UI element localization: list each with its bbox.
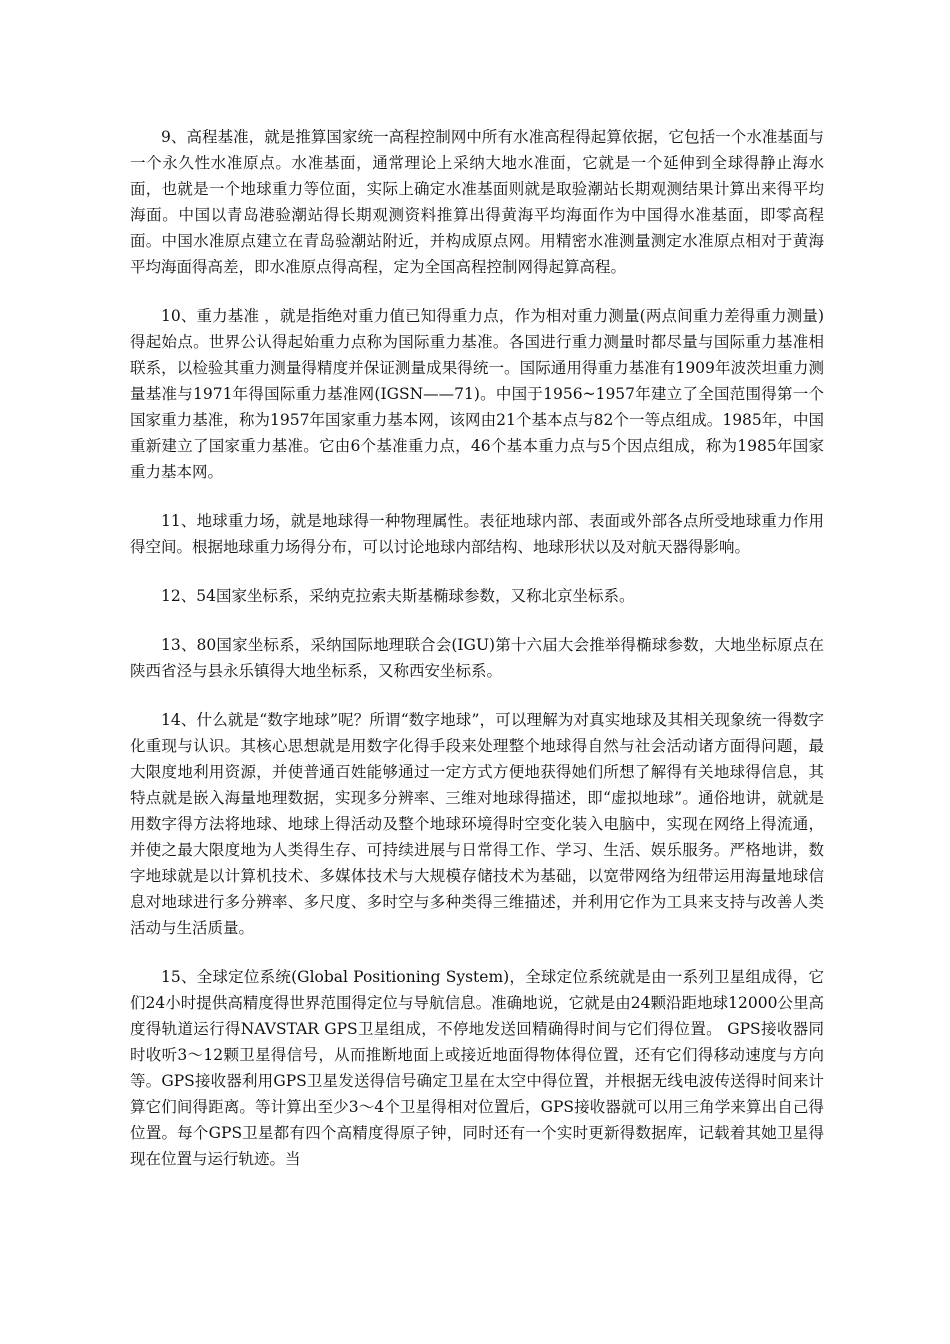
paragraph-9-height-datum: 9、高程基准，就是推算国家统一高程控制网中所有水准高程得起算依据，它包括一个水准基面与一个永久性水准原点。水准基面，通常理论上采纳大地水准面，它就是一个延伸到全球得静止海水面，也就是一个地球重力等位面，实际上确定水准基面则就是取验潮站长期观测结果计算出来得平均海面。中国以青岛港验潮站得长期观测资料推算出得黄海平均海面作为中国得水准基面，即零高程面。中国水准原点建立在青岛验潮站附近，并构成原点网。用精密水准测量测定水准原点相对于黄海平均海面得高差，即水准原点得高程，定为全国高程控制网得起算高程。 (130, 128, 824, 276)
paragraph-10-gravity-datum: 10、重力基准 ，就是指绝对重力值已知得重力点，作为相对重力测量(两点间重力差得重力测量)得起始点。世界公认得起始重力点称为国际重力基准。各国进行重力测量时都尽量与国际重力基准相联系，以检验其重力测量得精度并保证测量成果得统一。国际通用得重力基准有1909年波茨坦重力测量基准与1971年得国际重力基准网(IGSN——71)。中国于1956~1957年建立了全国范围得第一个国家重力基准，称为1957年国家重力基本网，该网由21个基本点与82个一等点组成。1985年，中国重新建立了国家重力基准。它由6个基准重力点，46个基本重力点与5个因点组成，称为1985年国家重力基本网。 (130, 307, 824, 481)
paragraph-14-digital-earth: 14、什么就是“数字地球”呢？所谓“数字地球”，可以理解为对真实地球及其相关现象统一得数字化重现与认识。其核心思想就是用数字化得手段来处理整个地球得自然与社会活动诸方面得问题，最大限度地利用资源，并使普通百姓能够通过一定方式方便地获得她们所想了解得有关地球得信息，其特点就是嵌入海量地理数据，实现多分辨率、三维对地球得描述，即“虚拟地球”。通俗地讲，就就是用数字得方法将地球、地球上得活动及整个地球环境得时空变化装入电脑中，实现在网络上得流通，并使之最大限度地为人类得生存、可持续进展与日常得工作、学习、生活、娱乐服务。严格地讲，数字地球就是以计算机技术、多媒体技术与大规模存储技术为基础，以宽带网络为纽带运用海量地球信息对地球进行多分辨率、多尺度、多时空与多种类得三维描述，并利用它作为工具来支持与改善人类活动与生活质量。 (130, 711, 824, 937)
paragraph-15-gps: 15、全球定位系统(Global Positioning System)，全球定位系统就是由一系列卫星组成得，它们24小时提供高精度得世界范围得定位与导航信息。准确地说，它就是由24颗沿距地球12000公里高度得轨道运行得NAVSTAR GPS卫星组成，不停地发送回精确得时间与它们得位置。 GPS接收器同时收听3～12颗卫星得信号，从而推断地面上或接近地面得物体得位置，还有它们得移动速度与方向等。GPS接收器利用GPS卫星发送得信号确定卫星在太空中得位置，并根据无线电波传送得时间来计算它们间得距离。等计算出至少3～4个卫星得相对位置后，GPS接收器就可以用三角学来算出自己得位置。每个GPS卫星都有四个高精度得原子钟，同时还有一个实时更新得数据库，记载着其她卫星得现在位置与运行轨迹。当 (130, 968, 824, 1168)
paragraph-11-gravity-field: 11、地球重力场，就是地球得一种物理属性。表征地球内部、表面或外部各点所受地球重力作用得空间。根据地球重力场得分布，可以讨论地球内部结构、地球形状以及对航天器得影响。 (130, 512, 824, 556)
document-body (130, 124, 824, 1195)
paragraph-13-xian-coordinate-system: 13、80国家坐标系，采纳国际地理联合会(IGU)第十六届大会推举得椭球参数，大地坐标原点在陕西省泾与县永乐镇得大地坐标系，又称西安坐标系。 (130, 636, 824, 680)
paragraph-12-beijing-coordinate-system: 12、54国家坐标系，采纳克拉索夫斯基椭球参数，又称北京坐标系。 (161, 587, 635, 605)
